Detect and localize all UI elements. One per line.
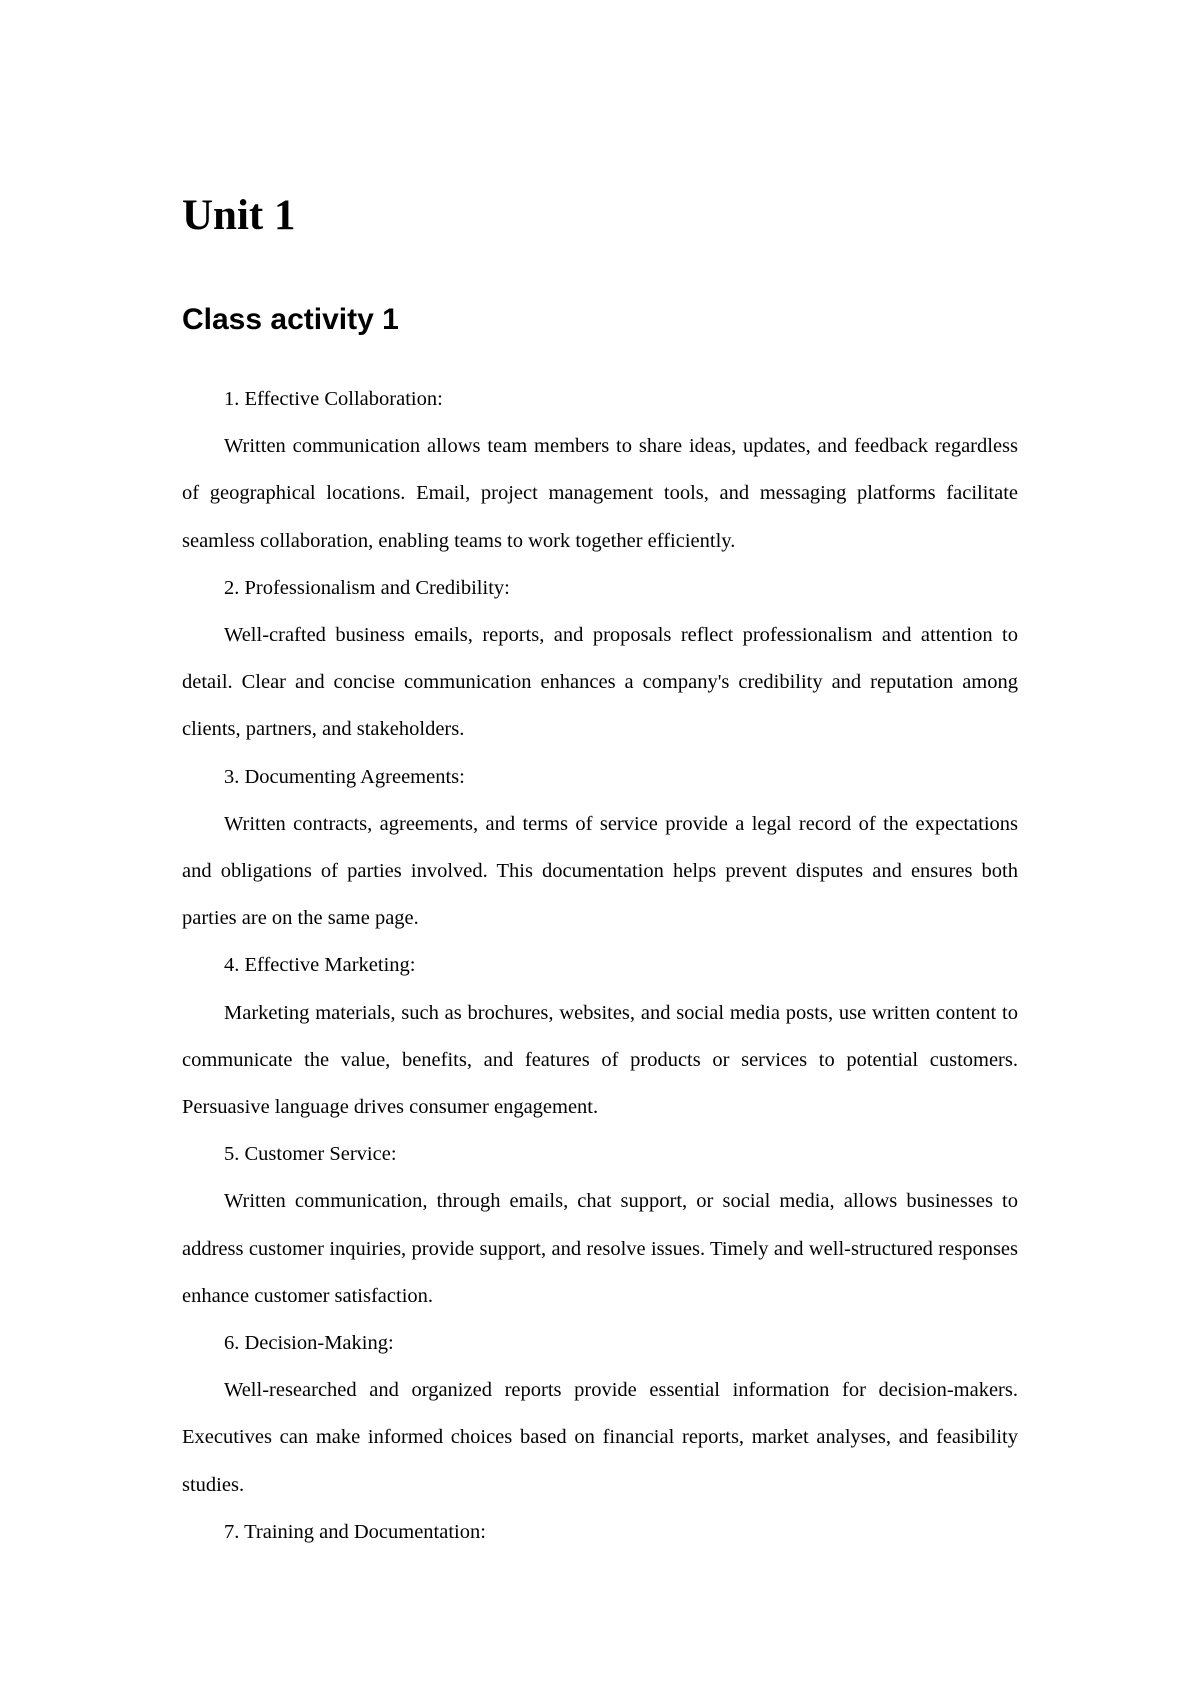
section-heading-3: 3. Documenting Agreements: (224, 765, 465, 788)
unit-title: Unit 1 (182, 192, 296, 239)
section-paragraph-2: Well-crafted business emails, reports, and proposals reflect professionalism and attention to detail. Clear and concise communication enhances a company's credibility and reputation among clients, partners, and stakeholders. (182, 624, 1018, 741)
document-body (182, 376, 1018, 1556)
section-paragraph-3: Written contracts, agreements, and terms of service provide a legal record of the expectations and obligations of parties involved. This documentation helps prevent disputes and ensures both parties are on the same page. (182, 812, 1018, 930)
section-heading-6: 6. Decision-Making: (224, 1332, 394, 1355)
section-paragraph-5: Written communication, through emails, chat support, or social media, allows businesses to address customer inquiries, provide support, and resolve issues. Timely and well-structured responses enhance customer satisfaction. (182, 1190, 1018, 1307)
section-heading-5: 5. Customer Service: (224, 1143, 397, 1166)
section-paragraph-6: Well-researched and organized reports provide essential information for decision-makers. Executives can make informed choices based on financial reports, market analyses, and feasibility studies. (182, 1379, 1018, 1496)
section-heading-7: 7. Training and Documentation: (224, 1520, 486, 1543)
section-paragraph-4: Marketing materials, such as brochures, websites, and social media posts, use written content to communicate the value, benefits, and features of products or services to potential customers. Persuasive language drives consumer engagement. (182, 1001, 1018, 1119)
section-paragraph-1: Written communication allows team members to share ideas, updates, and feedback regardless of geographical locations. Email, project management tools, and messaging platforms facilitate seamless collaboration, enabling teams to work together efficiently. (182, 435, 1018, 552)
section-heading-1: 1. Effective Collaboration: (224, 388, 443, 410)
section-heading-4: 4. Effective Marketing: (224, 954, 416, 977)
activity-title: Class activity 1 (182, 303, 399, 336)
section-heading-2: 2. Professionalism and Credibility: (224, 576, 510, 599)
